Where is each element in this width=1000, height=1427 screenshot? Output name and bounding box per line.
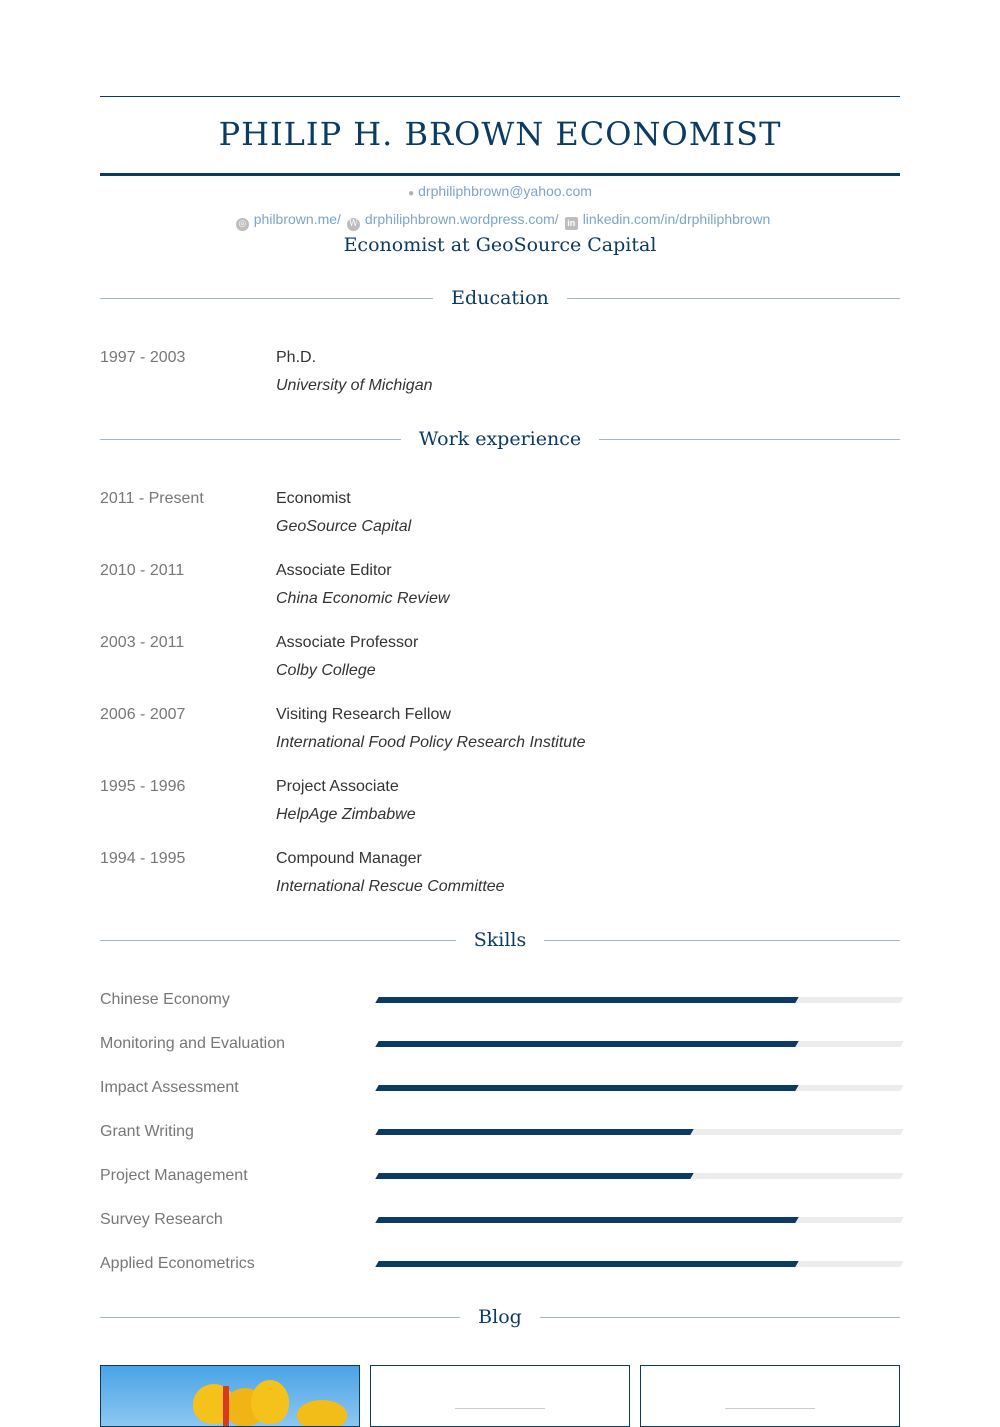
links-row xyxy=(100,210,900,231)
skill-bar-fill xyxy=(375,1129,693,1135)
skills-section-header xyxy=(100,925,900,955)
skill-bar-track xyxy=(375,1041,903,1047)
entry-organization: GeoSource Capital xyxy=(276,518,412,535)
flower-stamen xyxy=(223,1386,229,1426)
linkedin-link[interactable]: linkedin.com/in/drphiliphbrown xyxy=(582,211,771,227)
email-row xyxy=(100,182,900,203)
entry-dates: 2010 - 2011 xyxy=(100,562,185,579)
flower-petal xyxy=(297,1400,347,1427)
blog-card-divider xyxy=(455,1408,545,1409)
section-title: Work experience xyxy=(401,428,599,450)
entry-organization: International Rescue Committee xyxy=(276,878,505,895)
work-section-header xyxy=(100,424,900,454)
skill-row xyxy=(100,1032,900,1056)
skill-bar-track xyxy=(375,1085,903,1091)
skill-bar-track xyxy=(375,1129,903,1135)
entry-organization: Colby College xyxy=(276,662,376,679)
blog-link[interactable]: drphiliphbrown.wordpress.com/ xyxy=(364,211,559,227)
skill-bar-fill xyxy=(375,1173,693,1179)
globe-icon: ◎ xyxy=(236,218,249,231)
blog-card-image xyxy=(101,1366,359,1426)
skill-bar-fill xyxy=(375,1261,798,1267)
skill-label: Impact Assessment xyxy=(100,1079,239,1096)
skill-row xyxy=(100,1076,900,1100)
entry-role: Economist xyxy=(276,490,351,507)
header-bottom-rule xyxy=(100,173,900,176)
skill-bar-track xyxy=(375,997,903,1003)
entry-degree: Ph.D. xyxy=(276,349,317,366)
skill-label: Monitoring and Evaluation xyxy=(100,1035,286,1052)
entry-institution: University of Michigan xyxy=(276,377,433,394)
skill-row xyxy=(100,1164,900,1188)
entry-role: Associate Professor xyxy=(276,634,419,651)
skill-row xyxy=(100,1208,900,1232)
header-top-rule xyxy=(100,96,900,97)
page-title: PHILIP H. BROWN ECONOMIST xyxy=(218,115,782,153)
skill-bar-fill xyxy=(375,1217,798,1223)
entry-organization: HelpAge Zimbabwe xyxy=(276,806,416,823)
entry-role: Visiting Research Fellow xyxy=(276,706,451,723)
section-title: Education xyxy=(433,287,567,309)
skill-bar-track xyxy=(375,1217,903,1223)
blog-section-header xyxy=(100,1302,900,1332)
skill-bar-track xyxy=(375,1261,903,1267)
skill-row xyxy=(100,1252,900,1276)
blog-card-divider xyxy=(725,1408,815,1409)
blog-card[interactable] xyxy=(100,1365,360,1427)
skill-row xyxy=(100,1120,900,1144)
bullet-icon: ● xyxy=(408,188,415,199)
linkedin-icon: in xyxy=(565,217,578,230)
email-link[interactable]: drphiliphbrown@yahoo.com xyxy=(418,183,592,199)
education-section-header xyxy=(100,283,900,313)
skill-bar-fill xyxy=(375,997,798,1003)
entry-role: Compound Manager xyxy=(276,850,422,867)
skill-label: Chinese Economy xyxy=(100,991,230,1008)
skill-bar-fill xyxy=(375,1041,798,1047)
skill-label: Project Management xyxy=(100,1167,248,1184)
skill-label: Applied Econometrics xyxy=(100,1255,255,1272)
entry-dates: 2011 - Present xyxy=(100,490,204,507)
resume-page xyxy=(100,0,900,1410)
blog-card[interactable] xyxy=(370,1365,630,1427)
skill-bar-fill xyxy=(375,1085,798,1091)
entry-organization: International Food Policy Research Institute xyxy=(276,734,586,751)
skill-bar-track xyxy=(375,1173,903,1179)
skill-label: Grant Writing xyxy=(100,1123,194,1140)
entry-role: Project Associate xyxy=(276,778,399,795)
headline: Economist at GeoSource Capital xyxy=(343,234,657,256)
section-title: Skills xyxy=(456,929,545,951)
entry-dates: 2003 - 2011 xyxy=(100,634,185,651)
entry-organization: China Economic Review xyxy=(276,590,450,607)
section-title: Blog xyxy=(460,1306,540,1328)
blog-card[interactable] xyxy=(640,1365,900,1427)
entry-dates: 1994 - 1995 xyxy=(100,850,186,867)
website-link[interactable]: philbrown.me/ xyxy=(253,211,341,227)
flower-petal xyxy=(251,1380,289,1424)
wordpress-icon: W xyxy=(348,219,359,229)
skill-label: Survey Research xyxy=(100,1211,223,1228)
entry-dates: 1995 - 1996 xyxy=(100,778,186,795)
entry-dates: 2006 - 2007 xyxy=(100,706,186,723)
skill-row xyxy=(100,988,900,1012)
entry-role: Associate Editor xyxy=(276,562,392,579)
entry-dates: 1997 - 2003 xyxy=(100,349,186,366)
